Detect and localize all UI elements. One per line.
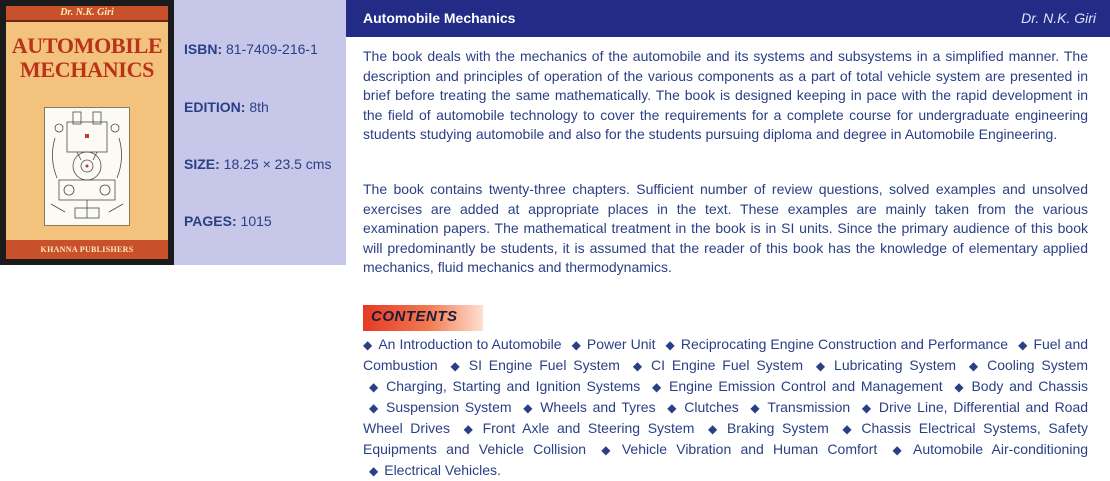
edition-value: 8th	[249, 99, 269, 115]
cover-title-line2: MECHANICS	[19, 57, 155, 82]
bullet-diamond-icon: ◆	[369, 464, 379, 478]
contents-item: Electrical Vehicles.	[384, 462, 501, 478]
bullet-diamond-icon: ◆	[369, 380, 381, 394]
bullet-diamond-icon: ◆	[861, 401, 873, 415]
contents-item: Engine Emission Control and Management	[669, 378, 943, 394]
cover-author: Dr. N.K. Giri	[60, 7, 114, 18]
size-label: SIZE:	[184, 156, 220, 172]
book-title: Automobile Mechanics	[363, 10, 516, 26]
bullet-diamond-icon: ◆	[665, 338, 675, 352]
bullet-diamond-icon: ◆	[842, 422, 856, 436]
contents-item: Fuel and Combustion	[363, 336, 1089, 373]
engine-drawing-icon	[45, 108, 129, 225]
contents-item: Body and Chassis	[971, 378, 1089, 394]
bullet-diamond-icon: ◆	[815, 359, 829, 373]
description-paragraph-1: The book deals with the mechanics of the automobile and its systems and subsystems in a simplified manner. The description and principles of operation of the various components as a part of total vehicle system are presented in brief before treating the same mathematically. The book is designed keeping in pace with the rapid development in the field of automobile technology to cover the requirements for a complete course for undergraduate engineering students studying automobile and also for the students pursuing diploma and degree in Automobile Engineering.	[363, 48, 1088, 142]
description-paragraph-2: The book contains twenty-three chapters. Sufficient number of review questions, solved examples and unsolved exercises are added at appropriate places in the text. These examples are mainly taken from the various examination papers. The mathematical treatment in the book is in SI units. Since the primary audience of this book will predominantly be students, it is assumed that the reader of this book has the knowledge of elementary applied mechanics, fluid mechanics and thermodynamics.	[363, 181, 1088, 275]
contents-item: Front Axle and Steering System	[482, 420, 695, 436]
bullet-diamond-icon: ◆	[968, 359, 982, 373]
contents-item: CI Engine Fuel System	[651, 357, 804, 373]
pages-row	[184, 213, 272, 229]
contents-item: Transmission	[767, 399, 851, 415]
contents-item: Wheels and Tyres	[540, 399, 656, 415]
cover-title	[6, 34, 168, 82]
contents-item: Clutches	[684, 399, 739, 415]
contents-list	[363, 334, 1088, 481]
bullet-diamond-icon: ◆	[632, 359, 645, 373]
edition-row	[184, 99, 269, 115]
bullet-diamond-icon: ◆	[369, 401, 381, 415]
isbn-row	[184, 41, 318, 57]
cover-publisher: KHANNA PUBLISHERS	[6, 240, 168, 259]
bullet-diamond-icon: ◆	[667, 401, 679, 415]
contents-item: Automobile Air-conditioning	[913, 441, 1089, 457]
size-row	[184, 156, 331, 172]
book-author: Dr. N.K. Giri	[1021, 10, 1096, 26]
bullet-diamond-icon: ◆	[601, 443, 616, 457]
bullet-diamond-icon: ◆	[954, 380, 966, 394]
contents-item: Braking System	[726, 420, 829, 436]
bullet-diamond-icon: ◆	[463, 422, 477, 436]
contents-item: Power Unit	[586, 336, 656, 352]
bullet-diamond-icon: ◆	[1018, 338, 1028, 352]
contents-item: Cooling System	[987, 357, 1089, 373]
bullet-diamond-icon: ◆	[708, 422, 721, 436]
bullet-diamond-icon: ◆	[363, 338, 373, 352]
bullet-diamond-icon: ◆	[523, 401, 535, 415]
pages-value: 1015	[240, 213, 272, 229]
bullet-diamond-icon: ◆	[571, 338, 581, 352]
bullet-diamond-icon: ◆	[892, 443, 908, 457]
isbn-label: ISBN:	[184, 41, 223, 57]
contents-item: Drive Line, Differential and Road Wheel Drives	[363, 399, 1089, 436]
contents-item: Charging, Starting and Ignition Systems	[386, 378, 641, 394]
contents-item: Reciprocating Engine Construction and Performance	[680, 336, 1009, 352]
bullet-diamond-icon: ◆	[750, 401, 762, 415]
engine-illustration	[44, 107, 130, 226]
cover-face	[6, 6, 168, 259]
contents-item: Chassis Electrical Systems, Safety Equipments and Vehicle Collision	[363, 420, 1089, 457]
bullet-diamond-icon: ◆	[450, 359, 463, 373]
cover-title-line1: AUTOMOBILE	[11, 33, 163, 58]
contents-item: SI Engine Fuel System	[468, 357, 620, 373]
contents-item: An Introduction to Automobile	[378, 336, 562, 352]
contents-item: Lubricating System	[834, 357, 957, 373]
title-bar	[346, 0, 1110, 37]
contents-item: Vehicle Vibration and Human Comfort	[621, 441, 878, 457]
contents-item: Suspension System	[386, 399, 512, 415]
bullet-diamond-icon: ◆	[651, 380, 664, 394]
book-info-panel	[174, 0, 346, 265]
pages-label: PAGES:	[184, 213, 237, 229]
book-cover[interactable]	[0, 0, 174, 265]
isbn-value: 81-7409-216-1	[226, 41, 318, 57]
size-value: 18.25 × 23.5 cms	[223, 156, 332, 172]
contents-heading: CONTENTS	[371, 308, 458, 325]
edition-label: EDITION:	[184, 99, 246, 115]
